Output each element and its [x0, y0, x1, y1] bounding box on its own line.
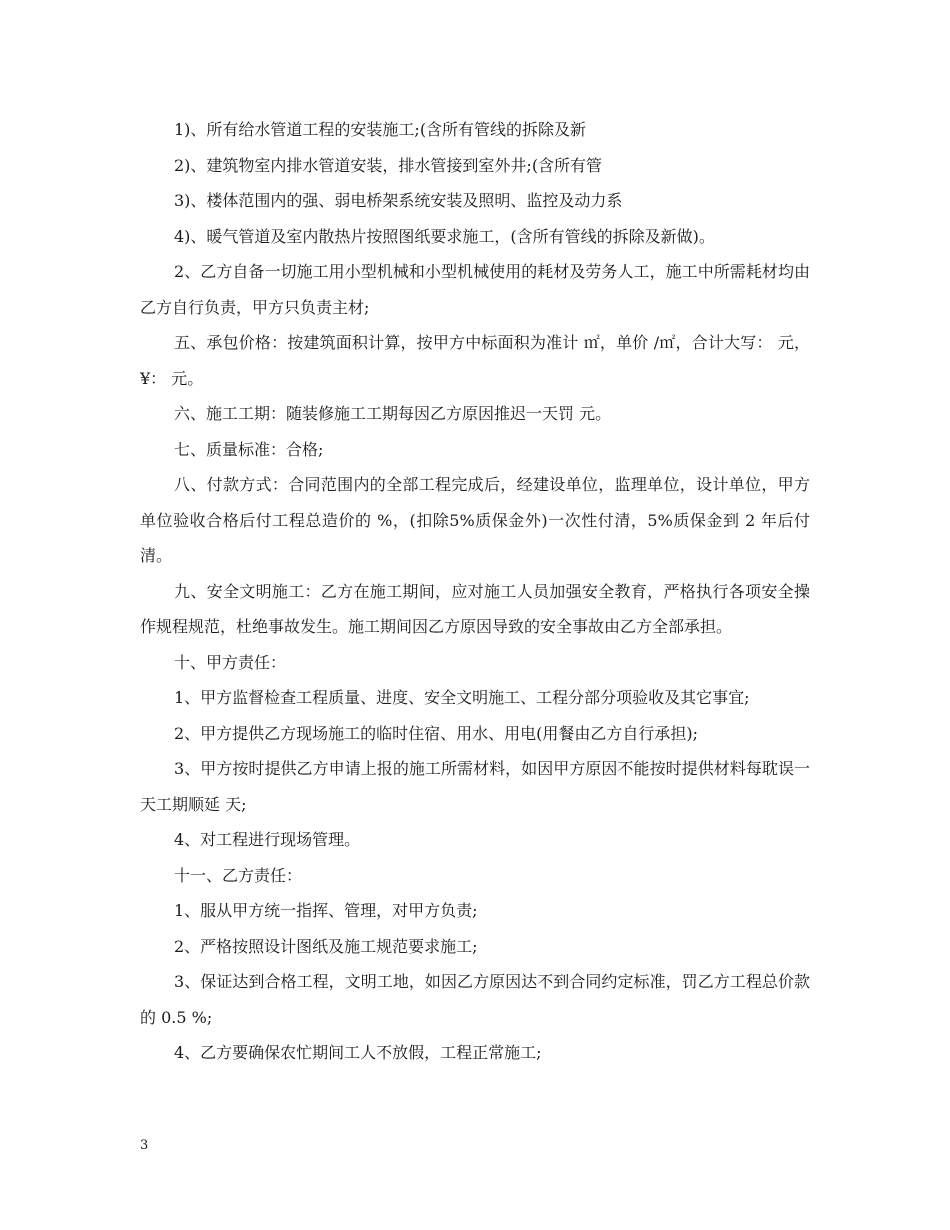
page-number: 3	[140, 1138, 149, 1153]
paragraph: 六、施工工期：随装修施工工期每因乙方原因推迟一天罚 元。	[174, 404, 612, 423]
paragraph: 九、安全文明施工：乙方在施工期间，应对施工人员加强安全教育，严格执行各项安全操作规程规范，杜绝事故发生。施工期间因乙方原因导致的安全事故由乙方全部承担。	[140, 581, 810, 636]
paragraph: 七、质量标准：合格;	[174, 439, 324, 459]
section-heading: 十、甲方责任：	[174, 652, 287, 672]
paragraph: 八、付款方式：合同范围内的全部工程完成后，经建设单位，监理单位，设计单位，甲方单位验收合格后付工程总造价的 %，(扣除5%质保金外)一次性付清，5%质保金到 2 年后付清。	[140, 475, 810, 565]
paragraph: 3、甲方按时提供乙方申请上报的施工所需材料，如因甲方原因不能按时提供材料每耽误一天工期顺延 天;	[140, 759, 810, 814]
paragraph: 2、甲方提供乙方现场施工的临时住宿、用水、用电(用餐由乙方自行承担);	[174, 723, 699, 743]
paragraph: 4、对工程进行现场管理。	[174, 830, 361, 849]
paragraph: 1、服从甲方统一指挥、管理，对甲方负责;	[174, 901, 478, 920]
paragraph: 3、保证达到合格工程，文明工地，如因乙方原因达不到合同约定标准，罚乙方工程总价款的 0.5 %;	[140, 972, 810, 1027]
section-heading: 十一、乙方责任：	[174, 865, 303, 885]
paragraph: 4)、暖气管道及室内散热片按照图纸要求施工，(含所有管线的拆除及新做)。	[174, 226, 715, 246]
paragraph: 1、甲方监督检查工程质量、进度、安全文明施工、工程分部分项验收及其它事宜;	[174, 688, 750, 707]
paragraph: 1)、所有给水管道工程的安装施工;(含所有管线的拆除及新	[174, 120, 587, 139]
paragraph: 2、严格按照设计图纸及施工规范要求施工;	[174, 936, 478, 956]
paragraph: 2)、建筑物室内排水管道安装，排水管接到室外井;(含所有管	[174, 155, 603, 175]
document-body	[140, 112, 810, 1071]
paragraph: 2、乙方自备一切施工用小型机械和小型机械使用的耗材及劳务人工，施工中所需耗材均由乙方自行负责，甲方只负责主材;	[140, 262, 810, 317]
paragraph: 3)、楼体范围内的强、弱电桥架系统安装及照明、监控及动力系	[174, 191, 623, 210]
paragraph: 五、承包价格：按建筑面积计算，按甲方中标面积为准计 ㎡，单价 /㎡，合计大写： 元，¥： 元。	[140, 333, 810, 388]
paragraph: 4、乙方要确保农忙期间工人不放假，工程正常施工;	[174, 1043, 542, 1062]
